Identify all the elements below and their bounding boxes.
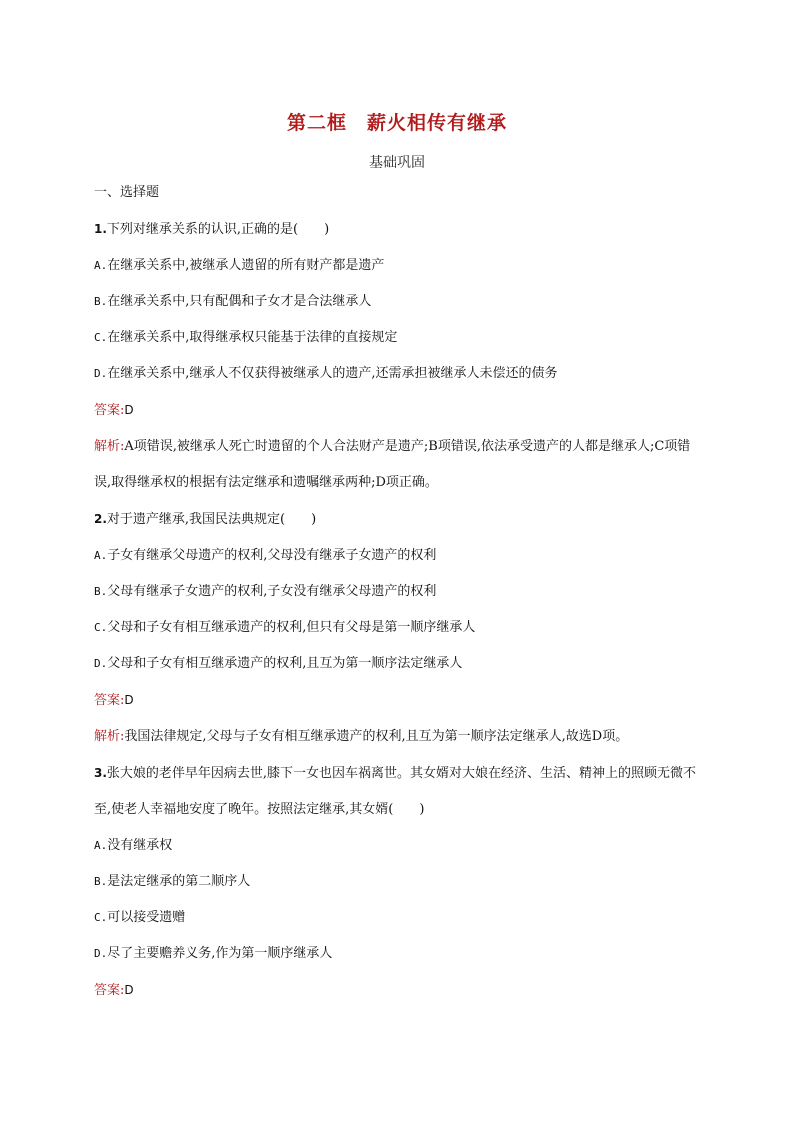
exercise-content bbox=[94, 184, 706, 1018]
option-text: 父母和子女有相互继承遗产的权利,且互为第一顺序法定继承人 bbox=[107, 656, 463, 671]
option-letter: D. bbox=[94, 657, 108, 670]
question-2 bbox=[94, 510, 706, 746]
option-text: 在继承关系中,被继承人遗留的所有财产都是遗产 bbox=[107, 258, 385, 273]
analysis-text: 我国法律规定,父母与子女有相互继承遗产的权利,且互为第一顺序法定继承人,故选D项。 bbox=[124, 729, 629, 744]
title-part-1: 第二框 bbox=[286, 112, 347, 134]
option-text: 在继承关系中,继承人不仅获得被继承人的遗产,还需承担被继承人未偿还的债务 bbox=[107, 366, 558, 381]
option-a bbox=[94, 837, 706, 855]
analysis-text: A项错误,被继承人死亡时遗留的个人合法财产是遗产;B项错误,依法承受遗产的人都是继承人;C项错误,取得继承权的根据有法定继承和遗嘱继承两种;D项正确。 bbox=[94, 439, 691, 490]
option-letter: C. bbox=[94, 331, 108, 344]
option-letter: B. bbox=[94, 585, 108, 598]
answer-label: 答案: bbox=[94, 693, 125, 708]
option-text: 是法定继承的第二顺序人 bbox=[107, 874, 251, 889]
answer bbox=[94, 981, 706, 1000]
question-number: 3. bbox=[94, 766, 107, 780]
option-c bbox=[94, 619, 706, 637]
option-letter: C. bbox=[94, 621, 108, 634]
question-number: 2. bbox=[94, 512, 107, 526]
analysis bbox=[94, 429, 706, 501]
option-letter: D. bbox=[94, 367, 108, 380]
option-letter: A. bbox=[94, 549, 108, 562]
question-1 bbox=[94, 220, 706, 501]
answer-value: D bbox=[124, 983, 134, 997]
page-title bbox=[0, 108, 794, 135]
option-text: 没有继承权 bbox=[107, 838, 173, 853]
option-text: 可以接受遗赠 bbox=[107, 910, 186, 925]
question-stem bbox=[94, 220, 706, 239]
question-stem bbox=[94, 510, 706, 529]
option-letter: D. bbox=[94, 947, 108, 960]
option-text: 在继承关系中,取得继承权只能基于法律的直接规定 bbox=[107, 330, 398, 345]
option-b bbox=[94, 293, 706, 311]
question-stem bbox=[94, 755, 706, 828]
option-letter: B. bbox=[94, 875, 108, 888]
analysis bbox=[94, 728, 706, 746]
option-d bbox=[94, 945, 706, 963]
option-b bbox=[94, 873, 706, 891]
option-text: 子女有继承父母遗产的权利,父母没有继承子女遗产的权利 bbox=[107, 548, 437, 563]
option-text: 在继承关系中,只有配偶和子女才是合法继承人 bbox=[107, 294, 372, 309]
option-letter: B. bbox=[94, 295, 108, 308]
option-d bbox=[94, 655, 706, 673]
answer bbox=[94, 691, 706, 710]
option-d bbox=[94, 365, 706, 383]
question-3 bbox=[94, 755, 706, 1000]
option-letter: C. bbox=[94, 911, 108, 924]
option-c bbox=[94, 909, 706, 927]
analysis-label: 解析: bbox=[94, 439, 125, 454]
option-b bbox=[94, 583, 706, 601]
title-part-2: 薪火相传有继承 bbox=[367, 112, 508, 134]
answer bbox=[94, 401, 706, 420]
option-text: 父母和子女有相互继承遗产的权利,但只有父母是第一顺序继承人 bbox=[107, 620, 476, 635]
question-number: 1. bbox=[94, 222, 107, 236]
answer-value: D bbox=[124, 693, 134, 707]
question-text: 张大娘的老伴早年因病去世,膝下一女也因车祸离世。其女婿对大娘在经济、生活、精神上的照顾无微不至,使老人幸福地安度了晚年。按照法定继承,其女婿( ) bbox=[94, 766, 697, 817]
option-letter: A. bbox=[94, 839, 108, 852]
option-a bbox=[94, 547, 706, 565]
answer-value: D bbox=[124, 403, 134, 417]
option-a bbox=[94, 257, 706, 275]
analysis-label: 解析: bbox=[94, 729, 125, 744]
question-text: 下列对继承关系的认识,正确的是( ) bbox=[106, 222, 330, 237]
page-subtitle: 基础巩固 bbox=[369, 155, 425, 171]
question-text: 对于遗产继承,我国民法典规定( ) bbox=[106, 512, 317, 527]
option-text: 尽了主要赡养义务,作为第一顺序继承人 bbox=[107, 946, 333, 961]
section-heading: 一、选择题 bbox=[94, 185, 160, 200]
option-letter: A. bbox=[94, 259, 108, 272]
option-text: 父母有继承子女遗产的权利,子女没有继承父母遗产的权利 bbox=[107, 584, 437, 599]
option-c bbox=[94, 329, 706, 347]
answer-label: 答案: bbox=[94, 403, 125, 418]
answer-label: 答案: bbox=[94, 983, 125, 998]
